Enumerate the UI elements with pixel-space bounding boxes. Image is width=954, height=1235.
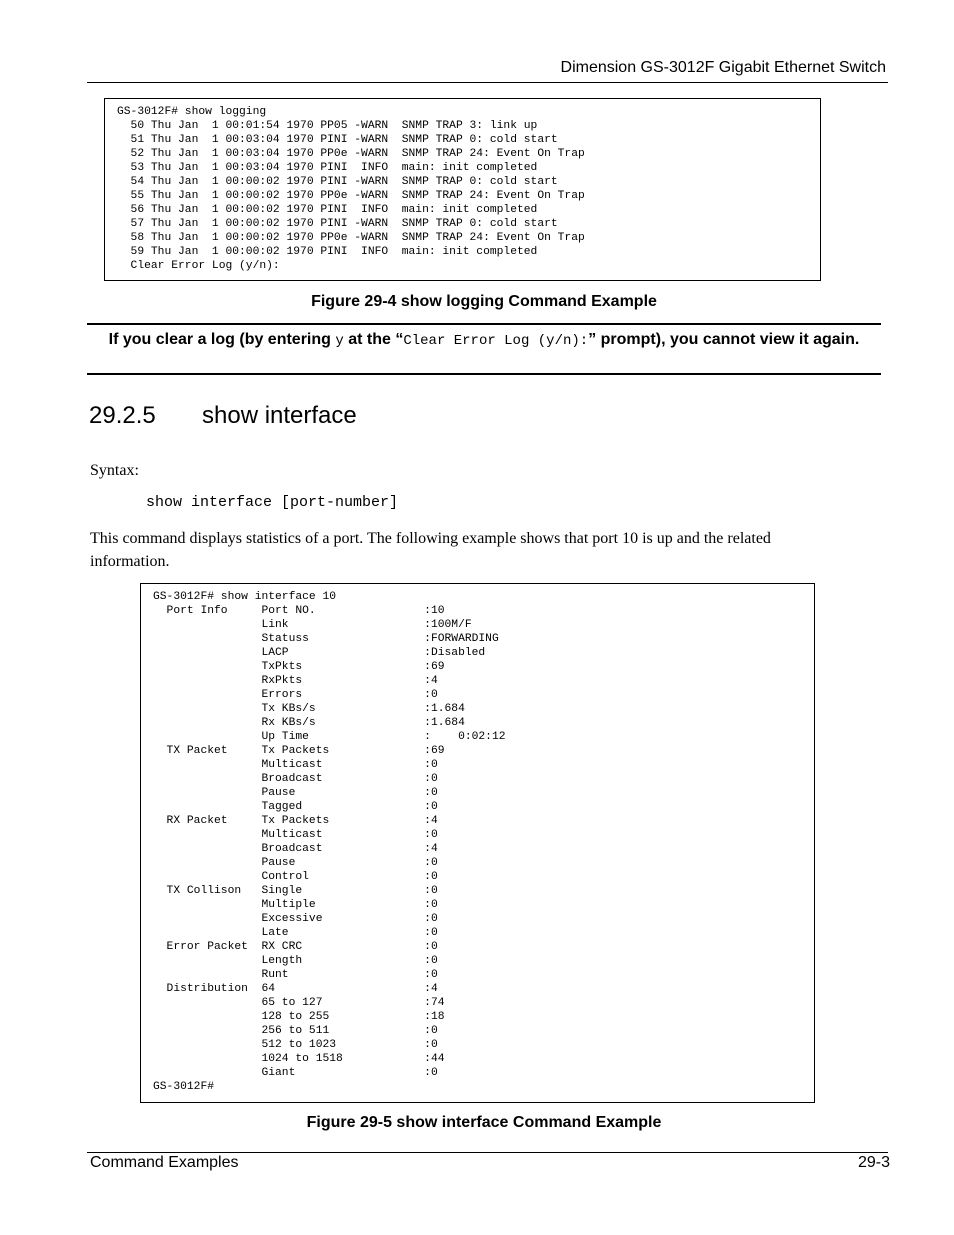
interface-output-line: Excessive :0: [153, 913, 438, 925]
interface-output-line: Length :0: [153, 955, 438, 967]
log-output-line: 52 Thu Jan 1 00:03:04 1970 PP0e -WARN SNMP TRAP 24: Event On Trap: [117, 148, 585, 160]
interface-output-line: Runt :0: [153, 969, 438, 981]
log-output-line: 57 Thu Jan 1 00:00:02 1970 PINI -WARN SNMP TRAP 0: cold start: [117, 218, 558, 230]
log-output-line: 50 Thu Jan 1 00:01:54 1970 PP05 -WARN SNMP TRAP 3: link up: [117, 120, 538, 132]
syntax-label: Syntax:: [90, 462, 139, 479]
interface-output-line: 1024 to 1518 :44: [153, 1053, 445, 1065]
interface-output-line: Giant :0: [153, 1067, 438, 1079]
footer-chapter: Command Examples: [90, 1154, 239, 1171]
note-text-3: ” prompt), you cannot view it again.: [588, 331, 860, 348]
interface-output-line: RxPkts :4: [153, 675, 438, 687]
section-number: 29.2.5: [89, 402, 156, 429]
interface-output-line: TxPkts :69: [153, 661, 445, 673]
log-output-line: 53 Thu Jan 1 00:03:04 1970 PINI INFO main: init completed: [117, 162, 538, 174]
log-output-line: Clear Error Log (y/n):: [117, 260, 280, 272]
interface-output-line: 65 to 127 :74: [153, 997, 445, 1009]
note-text-2: at the “: [343, 331, 404, 348]
log-output-line: 58 Thu Jan 1 00:00:02 1970 PP0e -WARN SNMP TRAP 24: Event On Trap: [117, 232, 585, 244]
interface-output-line: Multicast :0: [153, 829, 438, 841]
note-code-prompt: Clear Error Log (y/n):: [403, 333, 589, 349]
figure-29-4-caption: Figure 29-4 show logging Command Example: [311, 293, 657, 310]
show-logging-output: [117, 105, 585, 273]
interface-output-line: Pause :0: [153, 787, 438, 799]
show-interface-output-box: [140, 583, 815, 1103]
body-paragraph: This command displays statistics of a port. The following example shows that port 10 is up and the related information.: [90, 530, 771, 570]
interface-output-line: TX Packet Tx Packets :69: [153, 745, 445, 757]
interface-output-line: Tagged :0: [153, 801, 438, 813]
interface-output-line: Error Packet RX CRC :0: [153, 941, 438, 953]
interface-output-line: Up Time : 0:02:12: [153, 731, 506, 743]
interface-output-line: 128 to 255 :18: [153, 1011, 445, 1023]
interface-output-line: Link :100M/F: [153, 619, 472, 631]
interface-output-line: GS-3012F# show interface 10: [153, 591, 337, 603]
interface-output-line: LACP :Disabled: [153, 647, 486, 659]
log-output-line: 55 Thu Jan 1 00:00:02 1970 PP0e -WARN SNMP TRAP 24: Event On Trap: [117, 190, 585, 202]
interface-output-line: Late :0: [153, 927, 438, 939]
interface-output-line: Multicast :0: [153, 759, 438, 771]
interface-output-line: Pause :0: [153, 857, 438, 869]
log-output-line: GS-3012F# show logging: [117, 106, 267, 118]
interface-output-line: Broadcast :4: [153, 843, 438, 855]
interface-output-line: 512 to 1023 :0: [153, 1039, 438, 1051]
interface-output-line: Port Info Port NO. :10: [153, 605, 445, 617]
interface-output-line: Tx KBs/s :1.684: [153, 703, 465, 715]
interface-output-line: TX Collison Single :0: [153, 885, 438, 897]
section-title: show interface: [202, 402, 357, 429]
footer-divider: [87, 1152, 888, 1153]
page-number: 29-3: [857, 1154, 890, 1171]
interface-output-line: GS-3012F#: [153, 1081, 215, 1093]
warning-note: [87, 323, 881, 375]
section-heading: [89, 402, 357, 430]
show-logging-output-box: [104, 98, 821, 281]
running-header: Dimension GS-3012F Gigabit Ethernet Switch: [560, 59, 886, 76]
interface-output-line: 256 to 511 :0: [153, 1025, 438, 1037]
show-interface-output: [153, 590, 506, 1094]
interface-output-line: Distribution 64 :4: [153, 983, 438, 995]
note-text-1: If you clear a log (by entering: [108, 331, 336, 348]
interface-output-line: Rx KBs/s :1.684: [153, 717, 465, 729]
header-divider: [87, 82, 888, 83]
note-code-y: y: [335, 333, 344, 349]
log-output-line: 59 Thu Jan 1 00:00:02 1970 PINI INFO main: init completed: [117, 246, 538, 258]
interface-output-line: Multiple :0: [153, 899, 438, 911]
syntax-command: show interface [port-number]: [146, 494, 399, 511]
log-output-line: 56 Thu Jan 1 00:00:02 1970 PINI INFO main: init completed: [117, 204, 538, 216]
interface-output-line: Errors :0: [153, 689, 438, 701]
interface-output-line: Statuss :FORWARDING: [153, 633, 499, 645]
interface-output-line: RX Packet Tx Packets :4: [153, 815, 438, 827]
log-output-line: 54 Thu Jan 1 00:00:02 1970 PINI -WARN SNMP TRAP 0: cold start: [117, 176, 558, 188]
log-output-line: 51 Thu Jan 1 00:03:04 1970 PINI -WARN SNMP TRAP 0: cold start: [117, 134, 558, 146]
interface-output-line: Control :0: [153, 871, 438, 883]
interface-output-line: Broadcast :0: [153, 773, 438, 785]
figure-29-5-caption: Figure 29-5 show interface Command Example: [306, 1114, 662, 1131]
